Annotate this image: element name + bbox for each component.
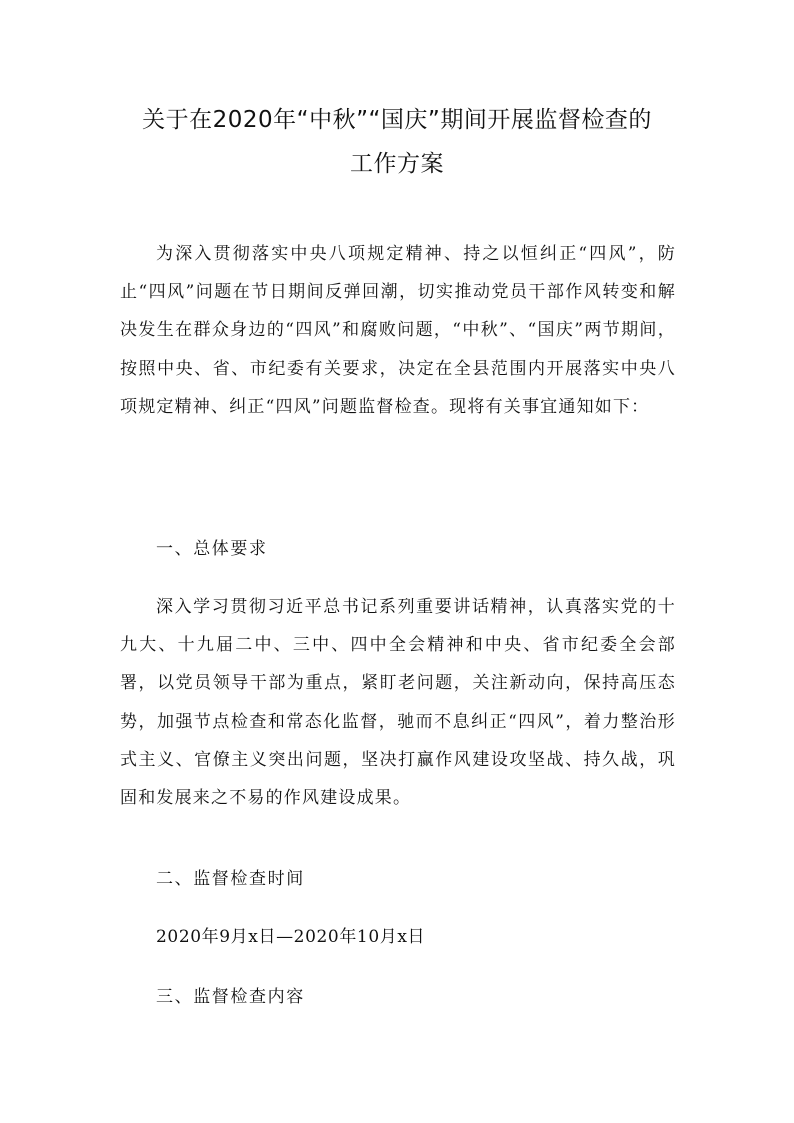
section-3-heading: 三、监督检查内容 xyxy=(156,987,305,1007)
intro-paragraph: 为深入贯彻落实中央八项规定精神、持之以恒纠正“四风”，防止“四风”问题在节日期间反弹回潮，切实推动党员干部作风转变和解决发生在群众身边的“四风”和腐败问题，“中秋”、“国庆”两节期间，按照中央、省、市纪委有关要求，决定在全县范围内开展落实中央八项规定精神、纠正“四风”问题监督检查。现将有关事宜通知如下： xyxy=(120,244,676,417)
title-line-2: 工作方案 xyxy=(350,151,444,177)
inspection-date-range: 2020年9月x日—2020年10月x日 xyxy=(156,927,426,947)
document-title xyxy=(110,98,684,186)
section-1-heading: 一、总体要求 xyxy=(156,539,268,559)
title-line-1: 关于在2020年“中秋”“国庆”期间开展监督检查的 xyxy=(142,107,652,133)
section-2-heading: 二、监督检查时间 xyxy=(156,869,305,889)
section-1-paragraph: 深入学习贯彻习近平总书记系列重要讲话精神，认真落实党的十九大、十九届二中、三中、四中全会精神和中央、省市纪委全会部署，以党员领导干部为重点，紧盯老问题，关注新动向，保持高压态势，加强节点检查和常态化监督，驰而不息纠正“四风”，着力整治形式主义、官僚主义突出问题，坚决打赢作风建设攻坚战、持久战，巩固和发展来之不易的作风建设成果。 xyxy=(120,597,676,809)
